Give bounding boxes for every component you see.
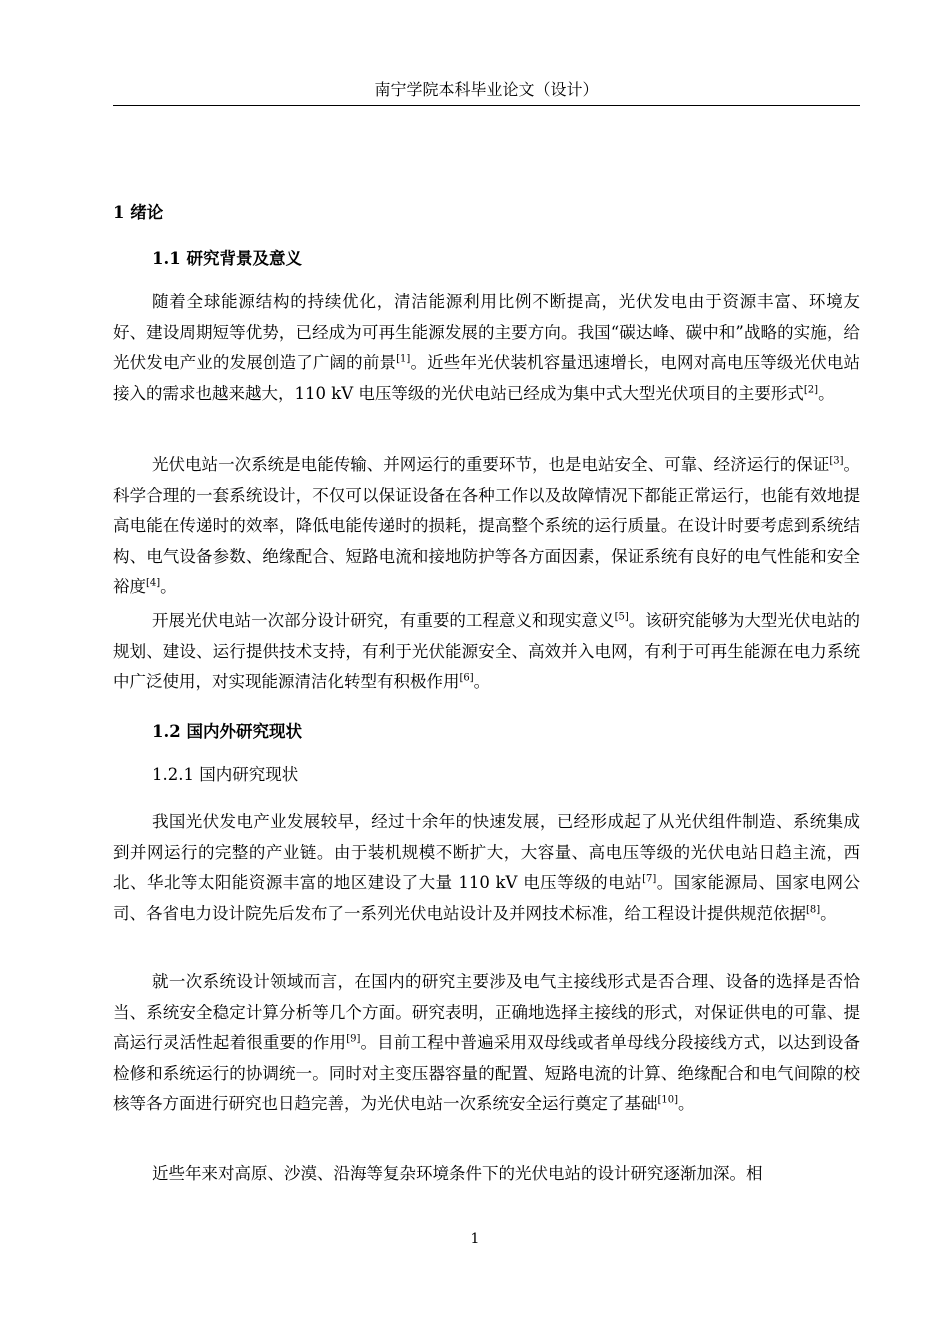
paragraph-text: 。该研究能够为大型光伏电站的规划、建设、运行提供技术支持，有利于光伏能源安全、高效并入电网，有利于可再生能源在电力系统中广泛使用，对实现能源清洁化转型有积极作用 [113,611,861,691]
paragraph-text: 。 [818,383,835,403]
paragraph-text: 。近些年光伏装机容量迅速增长，电网对高电压等级光伏电站接入的需求也越来越大，110 kV 电压等级的光伏电站已经成为集中式大型光伏项目的主要形式 [113,353,861,403]
section-heading-1-2: 1.2 国内外研究现状 [152,722,302,741]
paragraph-text: 光伏电站一次系统是电能传输、并网运行的重要环节，也是电站安全、可靠、经济运行的保证 [152,455,830,474]
paragraph-background-2 [113,450,860,603]
paragraph-text: 。目前工程中普遍采用双母线或者单母线分段接线方式，以达到设备检修和系统运行的协调统一。同时对主变压器容量的配置、短路电流的计算、绝缘配合和电气间隙的校核等各方面进行研究也日趋完善，为光伏电站一次系统安全运行奠定了基础 [113,1033,861,1113]
citation-ref: [2] [803,384,819,395]
citation-ref: [6] [459,672,474,684]
paragraph-text: 。 [473,672,491,691]
paragraph-text: 。科学合理的一套系统设计，不仅可以保证设备在各种工作以及故障情况下都能正常运行，也能有效地提高电能在传递时的效率，降低电能传递时的损耗，提高整个系统的运行质量。在设计时要考虑到系统结构、电气设备参数、绝缘配合、短路电流和接地防护等各方面因素，保证系统有良好的电气性能和安全裕度 [113,455,861,596]
citation-ref: [7] [642,873,657,885]
section-heading-1-1: 1.1 研究背景及意义 [152,249,302,268]
paragraph-domestic-1 [113,807,860,929]
chapter-heading: 1 绪论 [113,203,164,222]
paragraph-text: 。 [160,577,177,596]
subsection-heading-1-2-1: 1.2.1 国内研究现状 [152,765,299,784]
citation-ref: [8] [806,904,821,915]
citation-ref: [10] [657,1094,679,1106]
paragraph-background-3 [113,606,860,698]
page-number: 1 [470,1231,480,1247]
paragraph-text: 就一次系统设计领域而言，在国内的研究主要涉及电气主接线形式是否合理、设备的选择是否恰当、系统安全稳定计算分析等几个方面。研究表明，正确地选择主接线的形式，对保证供电的可靠、提高运行灵活性起着很重要的作用 [113,972,860,1052]
citation-ref: [9] [346,1033,361,1045]
paragraph-text: 。 [678,1094,695,1113]
paragraph-domestic-3: 近些年来对高原、沙漠、沿海等复杂环境条件下的光伏电站的设计研究逐渐加深。相 [152,1164,763,1183]
running-header: 南宁学院本科毕业论文（设计） [374,80,599,99]
citation-ref: [3] [829,455,844,467]
header-rule [113,105,860,106]
citation-ref: [5] [614,611,629,623]
citation-ref: [4] [146,577,161,589]
citation-ref: [1] [396,353,411,365]
paragraph-text: 随着全球能源结构的持续优化，清洁能源利用比例不断提高，光伏发电由于资源丰富、环境友好、建设周期短等优势，已经成为可再生能源发展的主要方向。我国“碳达峰、碳中和”战略的实施，给光伏发电产业的发展创造了广阔的前景 [113,292,860,372]
paragraph-text: 。 [820,903,837,923]
paragraph-text: 开展光伏电站一次部分设计研究，有重要的工程意义和现实意义 [152,611,615,630]
paragraph-text: 。国家能源局、国家电网公司、各省电力设计院先后发布了一系列光伏电站设计及并网技术标准，给工程设计提供规范依据 [113,873,860,923]
paragraph-domestic-2 [113,967,860,1120]
paragraph-background-1 [113,287,860,409]
paragraph-text: 我国光伏发电产业发展较早，经过十余年的快速发展，已经形成起了从光伏组件制造、系统集成到并网运行的完整的产业链。由于装机规模不断扩大，大容量、高电压等级的光伏电站日趋主流，西北、华北等太阳能资源丰富的地区建设了大量 110 kV 电压等级的电站 [113,812,860,892]
